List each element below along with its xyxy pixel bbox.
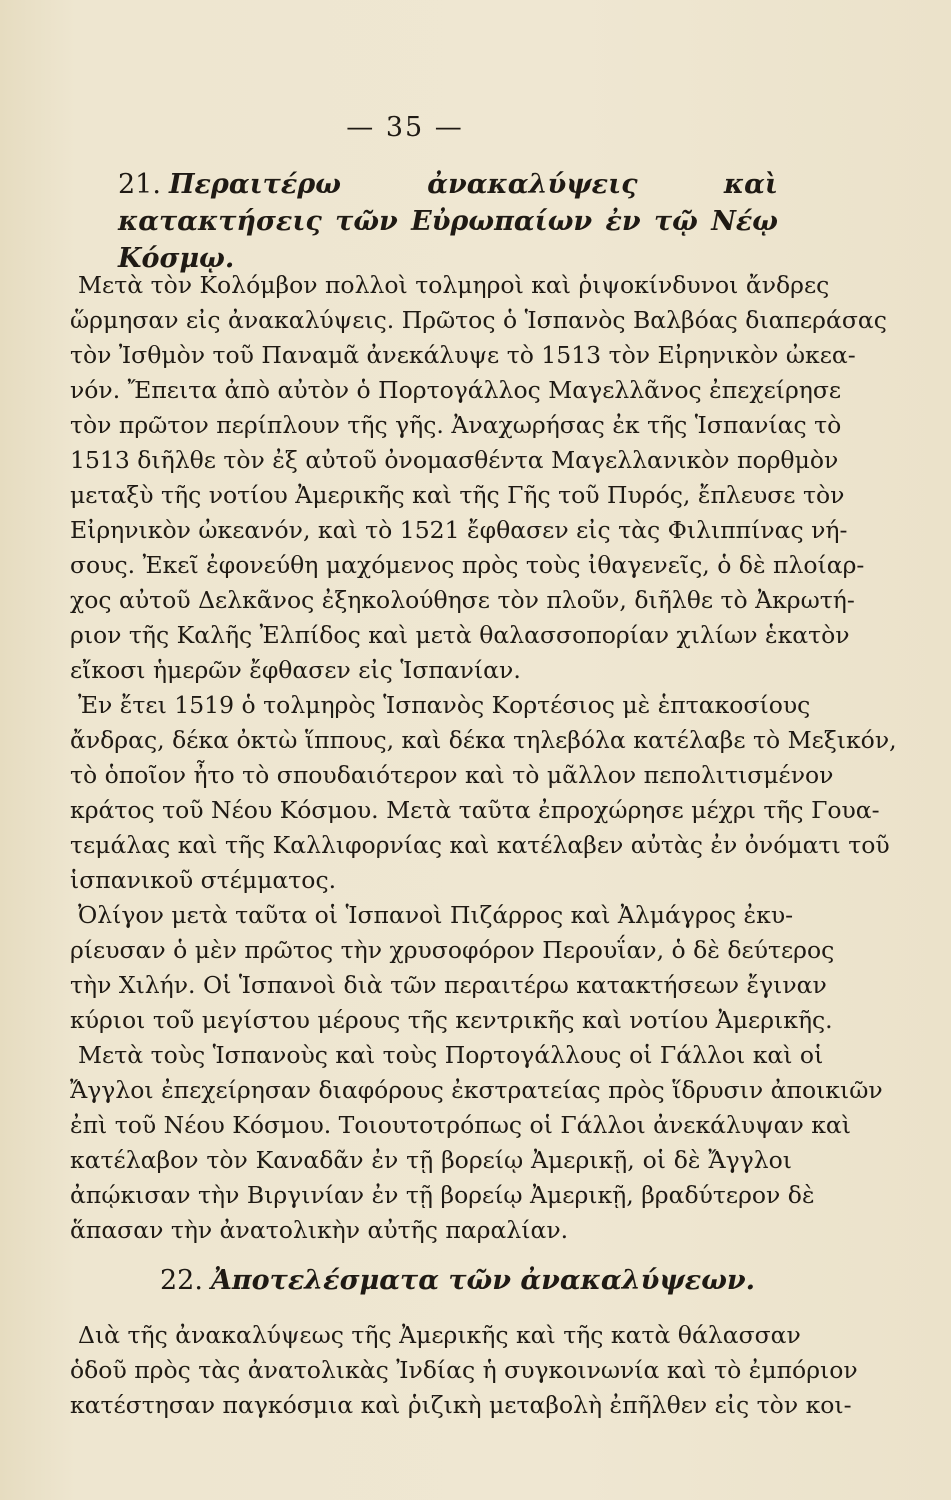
text-line: κύριοι τοῦ μεγίστου μέρους τῆς κεντρικῆς καὶ νοτίου Ἀμερικῆς.: [70, 1006, 833, 1034]
text-line: Ἐν ἔτει 1519 ὁ τολμηρὸς Ἱσπανὸς Κορτέσιος μὲ ἑπτακοσίους: [78, 691, 811, 719]
section-21-heading: [118, 166, 778, 277]
text-line: τὸν Ἰσθμὸν τοῦ Παναμᾶ ἀνεκάλυψε τὸ 1513 τὸν Εἰρηνικὸν ὠκεα-: [70, 341, 856, 369]
text-line: τὸ ὁποῖον ἦτο τὸ σπουδαιότερον καὶ τὸ μᾶλλον πεπολιτισμένον: [70, 761, 834, 789]
text-line: ριον τῆς Καλῆς Ἐλπίδος καὶ μετὰ θαλασσοπορίαν χιλίων ἑκατὸν: [70, 621, 850, 649]
page-number: — 35 —: [346, 112, 464, 143]
text-line: ἐπὶ τοῦ Νέου Κόσμου. Τοιουτοτρόπως οἱ Γάλλοι ἀνεκάλυψαν καὶ: [70, 1111, 852, 1139]
text-line: 1513 διῆλθε τὸν ἐξ αὐτοῦ ὀνομασθέντα Μαγελλανικὸν πορθμὸν: [70, 446, 839, 474]
section-22-number: 22.: [160, 1265, 203, 1296]
text-line: ἄνδρας, δέκα ὀκτὼ ἵππους, καὶ δέκα τηλεβόλα κατέλαβε τὸ Μεξικόν,: [70, 726, 897, 754]
text-line: νόν. Ἔπειτα ἀπὸ αὐτὸν ὁ Πορτογάλλος Μαγελλᾶνος ἐπεχείρησε: [70, 376, 842, 404]
text-line: τὴν Χιλήν. Οἱ Ἱσπανοὶ διὰ τῶν περαιτέρω κατακτήσεων ἔγιναν: [70, 971, 827, 999]
section-21-title: Περαιτέρω ἀνακαλύψεις καὶ κατακτήσεις τῶν Εὐρωπαίων ἐν τῷ Νέῳ Κόσμῳ.: [118, 169, 778, 274]
text-line: Ὀλίγον μετὰ ταῦτα οἱ Ἱσπανοὶ Πιζάρρος καὶ Ἀλμάγρος ἐκυ-: [78, 901, 794, 929]
text-line: Μετὰ τὸν Κολόμβον πολλοὶ τολμηροὶ καὶ ῥιψοκίνδυνοι ἄνδρες: [78, 271, 830, 299]
text-line: χος αὐτοῦ Δελκᾶνος ἐξηκολούθησε τὸν πλοῦν, διῆλθε τὸ Ἀκρωτή-: [70, 586, 855, 614]
text-line: σους. Ἐκεῖ ἐφονεύθη μαχόμενος πρὸς τοὺς ἰθαγενεῖς, ὁ δὲ πλοίαρ-: [70, 551, 865, 579]
text-line: ὥρμησαν εἰς ἀνακαλύψεις. Πρῶτος ὁ Ἱσπανὸς Βαλβόας διαπεράσας: [70, 306, 887, 334]
section-21-number: 21.: [118, 169, 161, 200]
section-22-heading: [160, 1262, 800, 1299]
text-line: τεμάλας καὶ τῆς Καλλιφορνίας καὶ κατέλαβεν αὐτὰς ἐν ὀνόματι τοῦ: [70, 831, 890, 859]
text-line: ἀπῴκισαν τὴν Βιργινίαν ἐν τῇ βορείῳ Ἀμερικῇ, βραδύτερον δὲ: [70, 1181, 815, 1209]
text-line: κράτος τοῦ Νέου Κόσμου. Μετὰ ταῦτα ἐπροχώρησε μέχρι τῆς Γουα-: [70, 796, 880, 824]
text-line: ρίευσαν ὁ μὲν πρῶτος τὴν χρυσοφόρον Περουΐαν, ὁ δὲ δεύτερος: [70, 936, 835, 964]
text-line: κατέστησαν παγκόσμια καὶ ῥιζικὴ μεταβολὴ ἐπῆλθεν εἰς τὸν κοι-: [70, 1391, 852, 1419]
text-line: Εἰρηνικὸν ὠκεανόν, καὶ τὸ 1521 ἔφθασεν εἰς τὰς Φιλιππίνας νή-: [70, 516, 848, 544]
section-22-title: Ἀποτελέσματα τῶν ἀνακαλύψεων.: [210, 1265, 756, 1296]
text-line: Μετὰ τοὺς Ἱσπανοὺς καὶ τοὺς Πορτογάλλους οἱ Γάλλοι καὶ οἱ: [78, 1041, 824, 1069]
text-line: Ἄγγλοι ἐπεχείρησαν διαφόρους ἐκστρατείας πρὸς ἵδρυσιν ἀποικιῶν: [70, 1076, 883, 1104]
text-line: ὁδοῦ πρὸς τὰς ἀνατολικὰς Ἰνδίας ἡ συγκοινωνία καὶ τὸ ἐμπόριον: [70, 1356, 858, 1384]
text-line: Διὰ τῆς ἀνακαλύψεως τῆς Ἀμερικῆς καὶ τῆς κατὰ θάλασσαν: [78, 1321, 801, 1349]
text-line: ἱσπανικοῦ στέμματος.: [70, 866, 337, 894]
text-line: μεταξὺ τῆς νοτίου Ἀμερικῆς καὶ τῆς Γῆς τοῦ Πυρός, ἔπλευσε τὸν: [70, 481, 845, 509]
text-line: τὸν πρῶτον περίπλουν τῆς γῆς. Ἀναχωρήσας ἐκ τῆς Ἱσπανίας τὸ: [70, 411, 842, 439]
text-line: κατέλαβον τὸν Καναδᾶν ἐν τῇ βορείῳ Ἀμερικῇ, οἱ δὲ Ἄγγλοι: [70, 1146, 792, 1174]
text-line: ἅπασαν τὴν ἀνατολικὴν αὐτῆς παραλίαν.: [70, 1216, 569, 1244]
text-line: εἴκοσι ἡμερῶν ἔφθασεν εἰς Ἱσπανίαν.: [70, 656, 521, 684]
